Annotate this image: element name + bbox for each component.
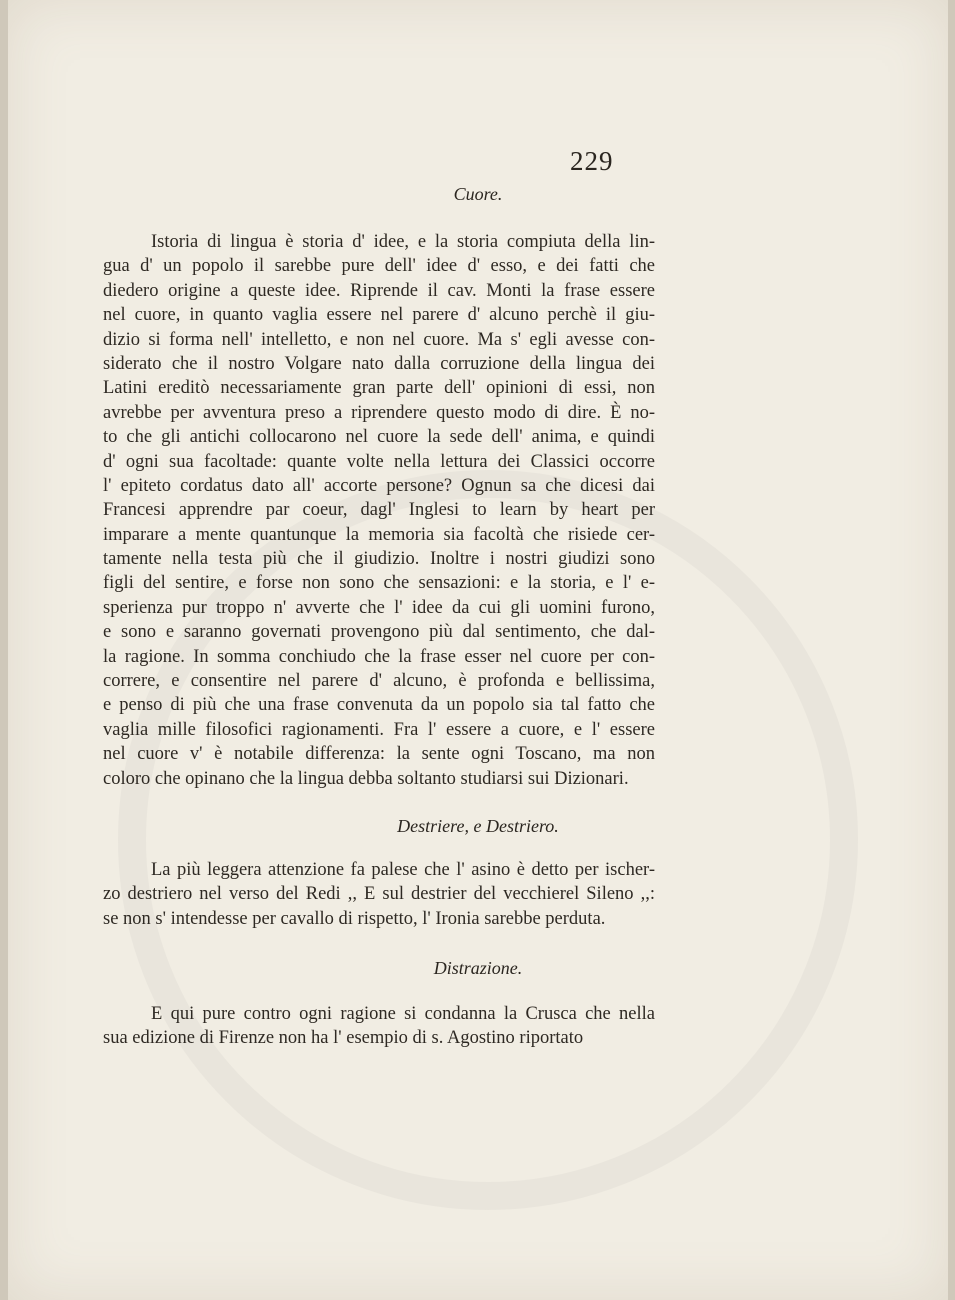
text-line: E qui pure contro ogni ragione si condanna la Crusca che nella [151, 1004, 655, 1024]
section-text-cuore [103, 230, 655, 791]
text-line: Francesi apprendre par coeur, dagl' Inglesi to learn by heart per [103, 500, 655, 521]
text-line: gua d' un popolo il sarebbe pure dell' idee d' esso, e dei fatti che [103, 256, 655, 277]
text-line: Istoria di lingua è storia d' idee, e la storia compiuta della lin- [151, 232, 655, 252]
text-line: zo destriero nel verso del Redi ,, E sul destrier del vecchierel Sileno ,,: [103, 884, 655, 905]
text-line: avrebbe per avventura preso a riprendere questo modo di dire. È no- [103, 402, 655, 423]
text-line: diedero origine a queste idee. Riprende il cav. Monti la frase essere [103, 280, 655, 301]
book-page [8, 0, 948, 1300]
page-number: 229 [570, 146, 614, 176]
text-line: d' ogni sua facoltade: quante volte nella lettura dei Classici occorre [103, 451, 655, 472]
text-line: se non s' intendesse per cavallo di rispetto, l' Ironia sarebbe perduta. [103, 908, 606, 929]
text-line: nel cuore, in quanto vaglia essere nel parere d' alcuno perchè il giu- [103, 305, 655, 326]
text-line: imparare a mente quantunque la memoria sia facoltà che risiede cer- [103, 524, 655, 545]
text-line: e sono e saranno governati provengono più dal sentimento, che dal- [103, 622, 655, 643]
section-heading-destriere: Destriere, e Destriero. [397, 816, 559, 836]
section-text-destriere [103, 858, 655, 931]
section-text-distrazione [103, 1002, 655, 1051]
text-line: sua edizione di Firenze non ha l' esempio di s. Agostino riportato [103, 1028, 584, 1049]
text-line: correre, e consentire nel parere d' alcuno, è profonda e bellissima, [103, 671, 655, 692]
section-heading-distrazione: Distrazione. [433, 958, 523, 978]
text-line: dizio si forma nell' intelletto, e non nel cuore. Ma s' egli avesse con- [103, 329, 655, 350]
text-line: e penso di più che una frase convenuta da un popolo sia tal fatto che [103, 695, 655, 716]
section-heading-cuore: Cuore. [453, 184, 503, 204]
text-line: tamente nella testa più che il giudizio. Inoltre i nostri giudizi sono [103, 549, 655, 570]
text-line: la ragione. In somma conchiudo che la frase esser nel cuore per con- [103, 646, 655, 667]
text-line: Latini ereditò necessariamente gran parte dell' opinioni di essi, non [103, 378, 655, 399]
text-line: to che gli antichi collocarono nel cuore la sede dell' anima, e quindi [103, 427, 655, 448]
text-line: l' epiteto cordatus dato all' accorte persone? Ognun sa che dicesi dai [103, 475, 655, 496]
text-line: siderato che il nostro Volgare nato dalla corruzione della lingua dei [103, 353, 655, 374]
text-line: nel cuore v' è notabile differenza: la sente ogni Toscano, ma non [103, 744, 655, 765]
text-line: coloro che opinano che la lingua debba soltanto studiarsi sui Dizionari. [103, 768, 629, 789]
text-line: La più leggera attenzione fa palese che l' asino è detto per ischer- [151, 860, 655, 880]
text-line: sperienza pur troppo n' avverte che l' idee da cui gli uomini furono, [103, 597, 655, 618]
text-line: vaglia mille filosofici ragionamenti. Fra l' essere a cuore, e l' essere [103, 719, 655, 740]
text-line: figli del sentire, e forse non sono che sensazioni: e la storia, e l' e- [103, 573, 655, 594]
